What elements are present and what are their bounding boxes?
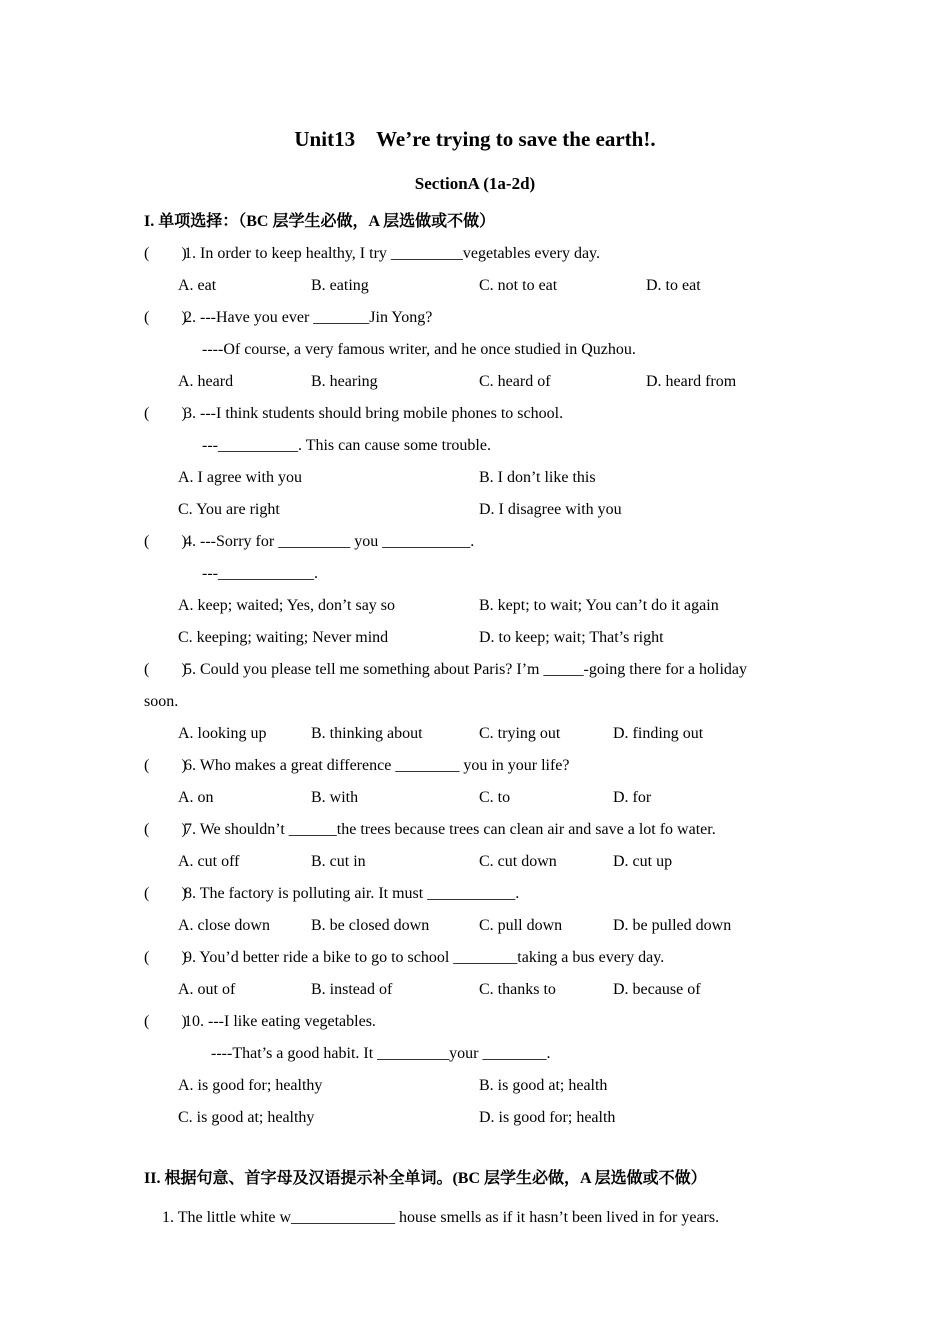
section-2-heading: II. 根据句意、首字母及汉语提示补全单词。(BC 层学生必做，A 层选做或不做） bbox=[144, 1170, 707, 1187]
question-5-option-b: B. thinking about bbox=[311, 725, 423, 742]
question-1-option-a: A. eat bbox=[178, 277, 217, 294]
question-8-option-b: B. be closed down bbox=[311, 917, 430, 934]
question-10-stem: 10. ---I like eating vegetables. bbox=[184, 1013, 376, 1030]
question-7-option-c: C. cut down bbox=[479, 853, 557, 870]
question-3-option-d: D. I disagree with you bbox=[479, 501, 622, 518]
question-4-continuation: ---____________. bbox=[202, 565, 318, 582]
question-5-stem: 5. Could you please tell me something about Paris? I’m _____-going there for a holiday bbox=[184, 661, 747, 678]
question-10-option-d: D. is good for; health bbox=[479, 1109, 616, 1126]
question-4-stem: 4. ---Sorry for _________ you ___________. bbox=[184, 533, 475, 550]
question-2-option-c: C. heard of bbox=[479, 373, 551, 390]
question-1-option-c: C. not to eat bbox=[479, 277, 558, 294]
question-8-option-a: A. close down bbox=[178, 917, 270, 934]
question-10-option-b: B. is good at; health bbox=[479, 1077, 608, 1094]
page-title: Unit13 We’re trying to save the earth!. bbox=[294, 127, 656, 151]
question-8-option-d: D. be pulled down bbox=[613, 917, 732, 934]
question-3-option-c: C. You are right bbox=[178, 501, 280, 518]
answer-blank-5[interactable]: ( ) bbox=[144, 661, 187, 678]
answer-blank-2[interactable]: ( ) bbox=[144, 309, 187, 326]
answer-blank-8[interactable]: ( ) bbox=[144, 885, 187, 902]
answer-blank-9[interactable]: ( ) bbox=[144, 949, 187, 966]
question-7-option-a: A. cut off bbox=[178, 853, 240, 870]
section-1-heading: I. 单项选择：（BC 层学生必做，A 层选做或不做） bbox=[144, 213, 496, 230]
question-7-stem: 7. We shouldn’t ______the trees because trees can clean air and save a lot fo water. bbox=[184, 821, 716, 838]
question-1-option-b: B. eating bbox=[311, 277, 369, 294]
page-subtitle: SectionA (1a-2d) bbox=[414, 174, 536, 193]
question-6-option-a: A. on bbox=[178, 789, 214, 806]
question-7-option-d: D. cut up bbox=[613, 853, 673, 870]
question-6-stem: 6. Who makes a great difference ________ you in your life? bbox=[184, 757, 570, 774]
question-3-option-a: A. I agree with you bbox=[178, 469, 302, 486]
question-1-option-d: D. to eat bbox=[646, 277, 701, 294]
question-9-option-d: D. because of bbox=[613, 981, 701, 998]
question-4-option-d: D. to keep; wait; That’s right bbox=[479, 629, 664, 646]
question-2-stem: 2. ---Have you ever _______Jin Yong? bbox=[184, 309, 433, 326]
question-9-option-a: A. out of bbox=[178, 981, 236, 998]
answer-blank-1[interactable]: ( ) bbox=[144, 245, 187, 262]
question-6-option-d: D. for bbox=[613, 789, 652, 806]
question-7-option-b: B. cut in bbox=[311, 853, 366, 870]
answer-blank-4[interactable]: ( ) bbox=[144, 533, 187, 550]
question-6-option-b: B. with bbox=[311, 789, 359, 806]
question-5-option-c: C. trying out bbox=[479, 725, 561, 742]
question-2-continuation: ----Of course, a very famous writer, and he once studied in Quzhou. bbox=[202, 341, 636, 358]
question-9-option-c: C. thanks to bbox=[479, 981, 556, 998]
question-5-option-a: A. looking up bbox=[178, 725, 267, 742]
question-10-option-a: A. is good for; healthy bbox=[178, 1077, 323, 1094]
question-5-option-d: D. finding out bbox=[613, 725, 704, 742]
question-8-stem: 8. The factory is polluting air. It must ___________. bbox=[184, 885, 520, 902]
question-3-option-b: B. I don’t like this bbox=[479, 469, 596, 486]
answer-blank-6[interactable]: ( ) bbox=[144, 757, 187, 774]
question-3-stem: 3. ---I think students should bring mobile phones to school. bbox=[184, 405, 564, 422]
question-10-option-c: C. is good at; healthy bbox=[178, 1109, 315, 1126]
question-10-continuation: ----That’s a good habit. It _________your ________. bbox=[211, 1045, 551, 1062]
question-5-continuation: soon. bbox=[144, 693, 179, 710]
question-2-option-a: A. heard bbox=[178, 373, 234, 390]
answer-blank-3[interactable]: ( ) bbox=[144, 405, 187, 422]
question-4-option-b: B. kept; to wait; You can’t do it again bbox=[479, 597, 719, 614]
question-9-stem: 9. You’d better ride a bike to go to school ________taking a bus every day. bbox=[184, 949, 665, 966]
question-4-option-c: C. keeping; waiting; Never mind bbox=[178, 629, 389, 646]
question-1-stem: 1. In order to keep healthy, I try _________vegetables every day. bbox=[184, 245, 601, 262]
answer-blank-7[interactable]: ( ) bbox=[144, 821, 187, 838]
question-4-option-a: A. keep; waited; Yes, don’t say so bbox=[178, 597, 396, 614]
question-9-option-b: B. instead of bbox=[311, 981, 393, 998]
answer-blank-10[interactable]: ( ) bbox=[144, 1013, 187, 1030]
question-2-option-b: B. hearing bbox=[311, 373, 378, 390]
question-3-continuation: ---__________. This can cause some trouble. bbox=[202, 437, 491, 454]
question-6-option-c: C. to bbox=[479, 789, 511, 806]
fill-in-item-1: 1. The little white w_____________ house smells as if it hasn’t been lived in for years. bbox=[162, 1209, 720, 1226]
question-8-option-c: C. pull down bbox=[479, 917, 563, 934]
question-2-option-d: D. heard from bbox=[646, 373, 737, 390]
